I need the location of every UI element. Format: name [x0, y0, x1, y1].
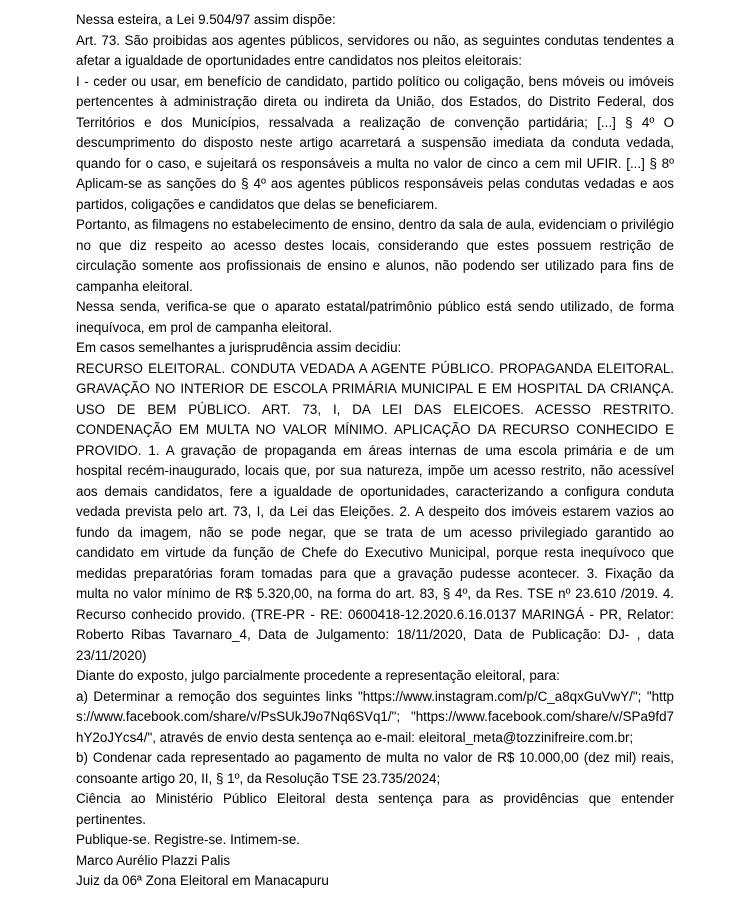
paragraph-diante-do-exposto: Diante do exposto, julgo parcialmente procedente a representação eleitoral, para:	[76, 668, 560, 683]
paragraph-inciso-i: I - ceder ou usar, em benefício de candidato, partido político ou coligação, bens móveis ou imóveis pertencentes à administração direta ou indireta da União, dos Estados, do Distrito Federal, dos Territórios e dos Municípios, ressalvada a realização de convenção partidária; [...] § 4º O descumprimento do disposto neste artigo acarretará a suspensão imediata da conduta vedada, quando for o caso, e sujeitará os responsáveis a multa no valor de cinco a cem mil UFIR. [...] § 8º Aplicam-se as sanções do § 4º aos agentes públicos responsáveis pelas condutas vedadas e aos partidos, coligações e candidatos que delas se beneficiarem.	[76, 73, 674, 212]
paragraph-ciencia: Ciência ao Ministério Público Eleitoral desta sentença para as providências que entender pertinentes.	[76, 791, 674, 827]
signature-title: Juiz da 06ª Zona Eleitoral em Manacapuru	[76, 873, 329, 888]
paragraph-intro: Nessa esteira, a Lei 9.504/97 assim dispõe:	[76, 12, 336, 27]
paragraph-portanto: Portanto, as filmagens no estabelecimento de ensino, dentro da sala de aula, evidenciam o privilégio no que diz respeito ao acesso destes locais, considerando que estes possuem restrição de circulação somente aos profissionais de ensino e alunos, não podendo ser utilizado para fins de campanha eleitoral.	[76, 217, 674, 294]
paragraph-publique-se: Publique-se. Registre-se. Intimem-se.	[76, 832, 301, 847]
paragraph-item-b: b) Condenar cada representado ao pagamento de multa no valor de R$ 10.000,00 (dez mil) reais, consoante artigo 20, II, § 1º, da Resolução TSE 23.735/2024;	[76, 750, 674, 786]
paragraph-item-a: a) Determinar a remoção dos seguintes links "https://www.instagram.com/p/C_a8qxGuVwY/"; "https://www.facebook.com/share/v/PsSUkJ9o7Nq6SVq1/"; "https://www.facebook.com/share/v/SPa9fd7hY2oJYcs4/", através de envio desta sentença ao e-mail: eleitoral_meta@tozzinifreire.com.br;	[76, 688, 674, 745]
paragraph-nessa-senda: Nessa senda, verifica-se que o aparato estatal/patrimônio público está sendo utilizado, de forma inequívoca, em prol de campanha eleitoral.	[76, 299, 674, 335]
signature-name: Marco Aurélio Plazzi Palis	[76, 852, 231, 868]
paragraph-jurisprudencia-intro: Em casos semelhantes a jurisprudência assim decidiu:	[76, 340, 402, 355]
paragraph-art-73: Art. 73. São proibidas aos agentes públicos, servidores ou não, as seguintes condutas tendentes a afetar a igualdade de oportunidades entre candidatos nos pleitos eleitorais:	[76, 32, 674, 68]
paragraph-ementa: RECURSO ELEITORAL. CONDUTA VEDADA A AGENTE PÚBLICO. PROPAGANDA ELEITORAL. GRAVAÇÃO NO INTERIOR DE ESCOLA PRIMÁRIA MUNICIPAL E EM HOSPITAL DA CRIANÇA. USO DE BEM PÚBLICO. ART. 73, I, DA LEI DAS ELEICOES. ACESSO RESTRITO. CONDENAÇÃO EM MULTA NO VALOR MÍNIMO. APLICAÇÃO DA RECURSO CONHECIDO E PROVIDO. 1. A gravação de propaganda em áreas internas de uma escola primária e de um hospital recém-inaugurado, locais que, por sua natureza, impõe um acesso restrito, não acessível aos demais candidatos, fere a igualdade de oportunidades, caracterizando a configura conduta vedada prevista pelo art. 73, I, da Lei das Eleições. 2. A despeito dos imóveis estarem vazios ao fundo da imagem, não se pode negar, que se trata de um acesso privilegiado garantido ao candidato em virtude da função de Chefe do Executivo Municipal, porque resta inequívoco que medidas preparatórias foram tomadas para que a gravação pudesse acontecer. 3. Fixação da multa no valor mínimo de R$ 5.320,00, na forma do art. 83, § 4º, da Res. TSE nº 23.610 /2019. 4. Recurso conhecido provido. (TRE-PR - RE: 0600418-12.2020.6.16.0137 MARINGÁ - PR, Relator: Roberto Ribas Tavarnaro_4, Data de Julgamento: 18/11/2020, Data de Publicação: DJ- , data 23/11/2020)	[76, 360, 674, 663]
